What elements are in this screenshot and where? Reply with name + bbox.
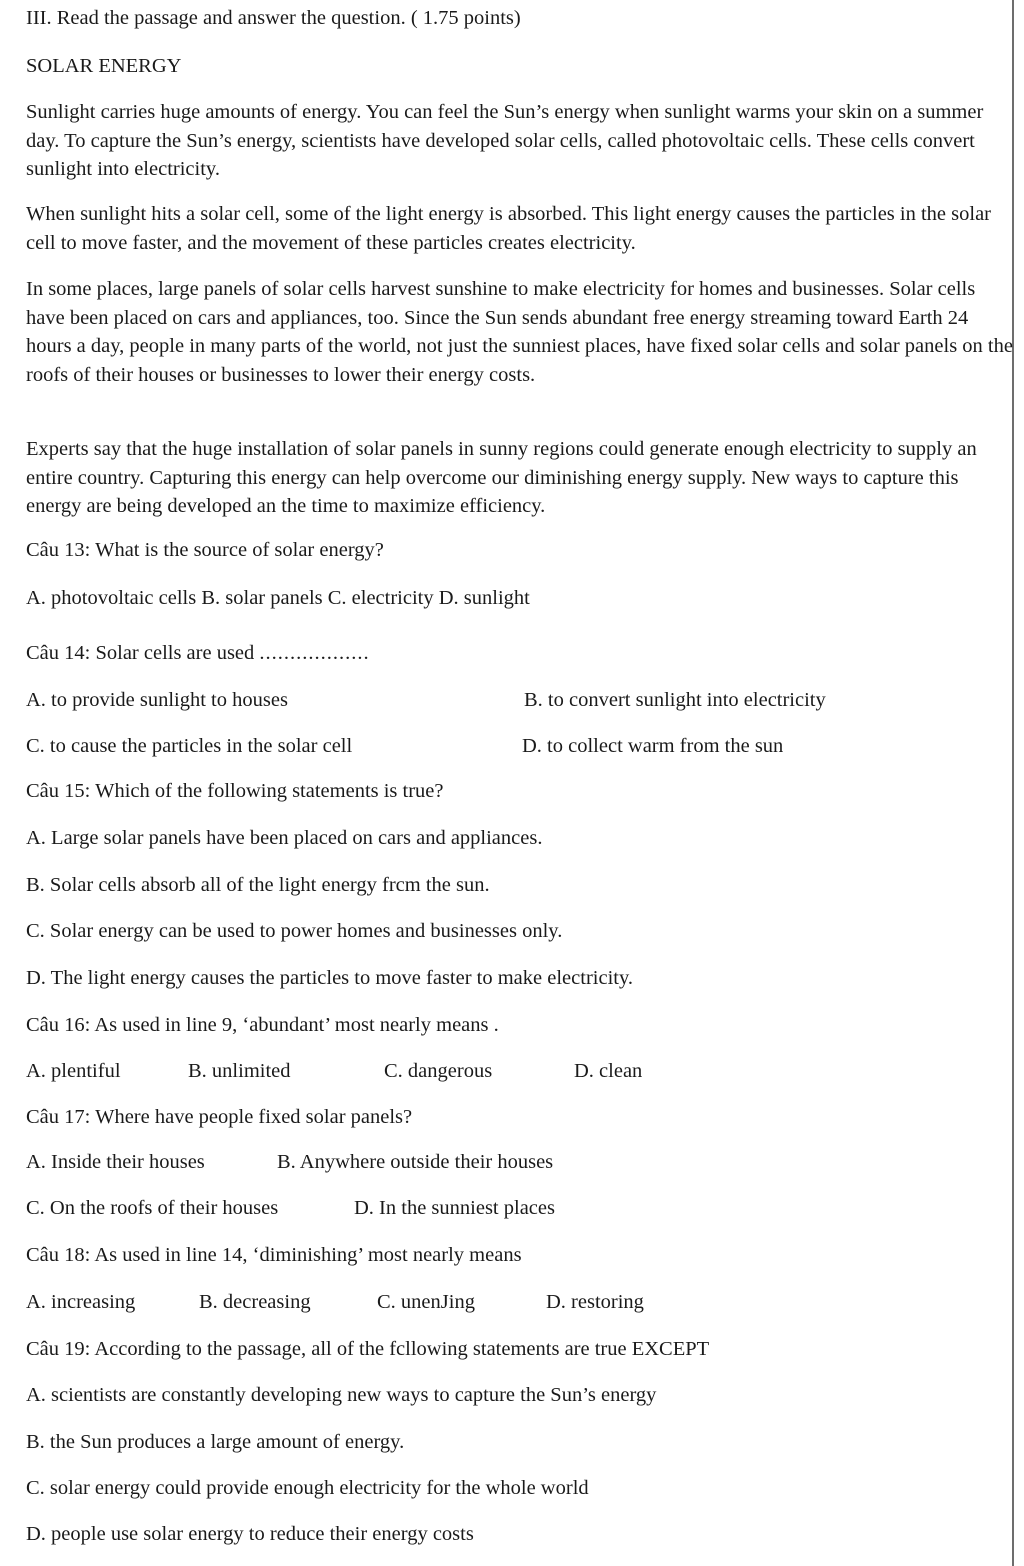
passage-paragraph-2: When sunlight hits a solar cell, some of the light energy is absorbed. This light energy causes the particles in the solar cell to move faster, and the movement of these particles creates electricity. (26, 203, 991, 254)
question-18-option-a: A. increasing (26, 1291, 136, 1313)
question-14-prompt-row (26, 639, 370, 667)
question-19-prompt: Câu 19: According to the passage, all of the fcllowing statements are true EXCEPT (26, 1338, 710, 1360)
question-19-option-c: C. solar energy could provide enough electricity for the whole world (26, 1477, 589, 1499)
question-17-option-c: C. On the roofs of their houses (26, 1197, 279, 1219)
question-14-prompt: Câu 14: Solar cells are used (26, 642, 255, 664)
question-17-option-a: A. Inside their houses (26, 1151, 205, 1173)
question-16-prompt: Câu 16: As used in line 9, ‘abundant’ most nearly means . (26, 1014, 499, 1036)
question-18-option-d: D. restoring (546, 1291, 644, 1313)
question-17-prompt: Câu 17: Where have people fixed solar panels? (26, 1106, 413, 1128)
question-16-option-a: A. plentiful (26, 1060, 121, 1082)
question-14-option-c: C. to cause the particles in the solar cell (26, 735, 353, 757)
question-17-option-b: B. Anywhere outside their houses (277, 1151, 554, 1173)
question-19-option-b: B. the Sun produces a large amount of energy. (26, 1431, 405, 1453)
question-16-option-c: C. dangerous (384, 1060, 493, 1082)
question-13-options: A. photovoltaic cells B. solar panels C. electricity D. sunlight (26, 587, 530, 609)
question-16-option-d: D. clean (574, 1060, 643, 1082)
passage-paragraph-1: Sunlight carries huge amounts of energy. You can feel the Sun’s energy when sunlight warms your skin on a summer day. To capture the Sun’s energy, scientists have developed solar cells, called photovoltaic cells. These cells convert sunlight into electricity. (26, 101, 984, 180)
question-18-option-c: C. unenJing (377, 1291, 475, 1313)
question-14-option-d: D. to collect warm from the sun (522, 735, 784, 757)
passage-paragraph-3: In some places, large panels of solar cells harvest sunshine to make electricity for homes and businesses. Solar cells have been placed on cars and appliances, too. Since the Sun sends abundant free energy streaming toward Earth 24 hours a day, people in many parts of the world, not just the sunniest places, have fixed solar cells and solar panels on the roofs of their houses or businesses to lower their energy costs. (26, 278, 1013, 386)
passage-title: SOLAR ENERGY (26, 55, 182, 77)
question-15-option-c: C. Solar energy can be used to power homes and businesses only. (26, 920, 563, 942)
question-14-blank: .................. (259, 642, 370, 664)
section-instruction: III. Read the passage and answer the question. ( 1.75 points) (26, 7, 521, 29)
question-18-prompt: Câu 18: As used in line 14, ‘diminishing’ most nearly means (26, 1244, 522, 1266)
question-14-option-b: B. to convert sunlight into electricity (524, 689, 826, 711)
question-17-option-d: D. In the sunniest places (354, 1197, 555, 1219)
passage-paragraph-4: Experts say that the huge installation of solar panels in sunny regions could generate enough electricity to supply an entire country. Capturing this energy can help overcome our diminishing energy supply. New ways to capture this energy are being developed an the time to maximize efficiency. (26, 438, 977, 517)
question-15-prompt: Câu 15: Which of the following statements is true? (26, 780, 444, 802)
question-16-option-b: B. unlimited (188, 1060, 291, 1082)
question-19-option-a: A. scientists are constantly developing new ways to capture the Sun’s energy (26, 1384, 657, 1406)
question-19-option-d: D. people use solar energy to reduce their energy costs (26, 1523, 474, 1545)
question-18-option-b: B. decreasing (199, 1291, 311, 1313)
question-14-option-a: A. to provide sunlight to houses (26, 689, 288, 711)
question-15-option-b: B. Solar cells absorb all of the light energy frcm the sun. (26, 874, 490, 896)
question-13-prompt: Câu 13: What is the source of solar energy? (26, 539, 384, 561)
question-15-option-d: D. The light energy causes the particles to move faster to make electricity. (26, 967, 634, 989)
question-15-option-a: A. Large solar panels have been placed on cars and appliances. (26, 827, 543, 849)
